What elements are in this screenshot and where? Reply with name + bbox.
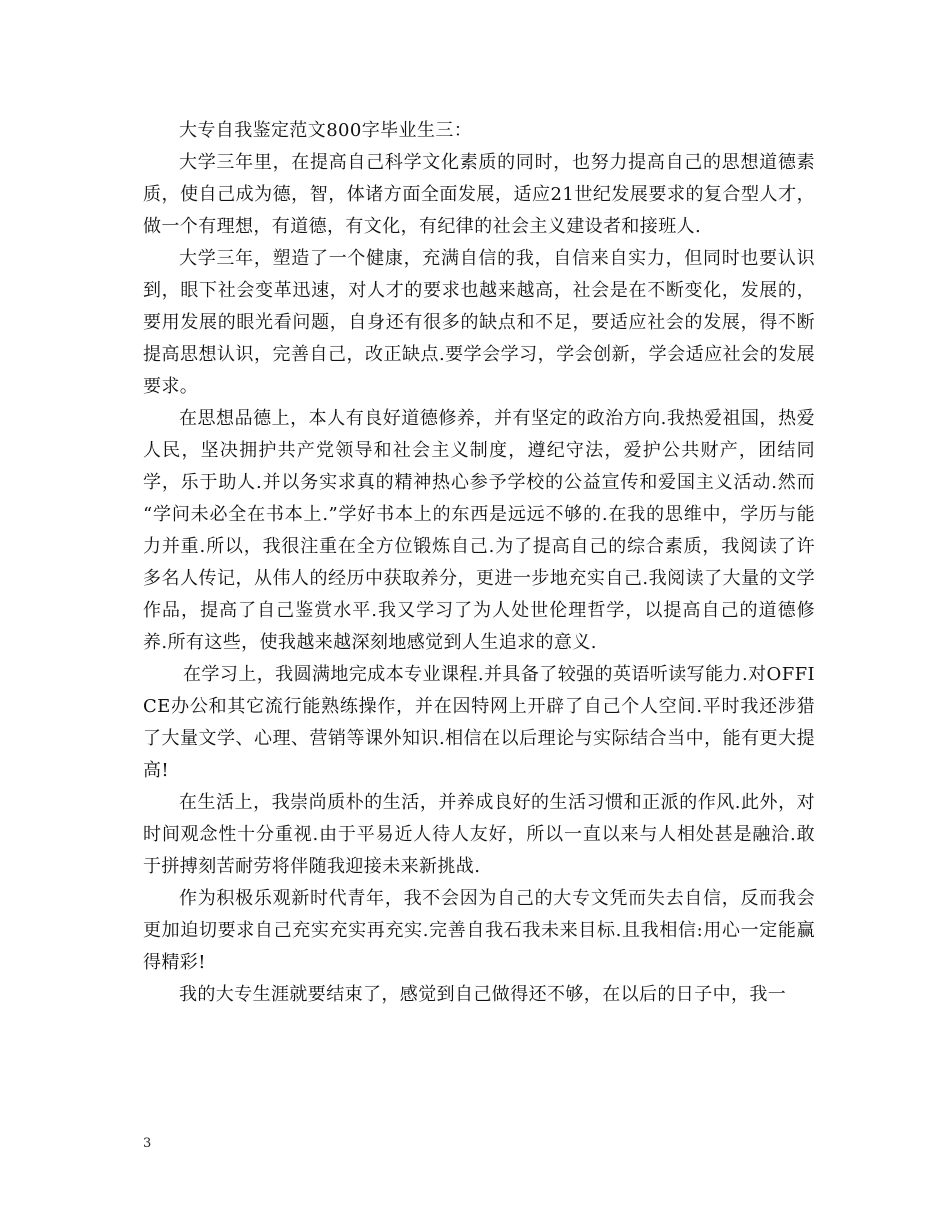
paragraph-6: 作为积极乐观新时代青年，我不会因为自己的大专文凭而失去自信，反而我会更加迫切要求自己充实充实再充实.完善自我石我未来目标.且我相信:用心一定能赢得精彩!: [143, 888, 815, 973]
paragraph-7: 我的大专生涯就要结束了，感觉到自己做得还不够，在以后的日子中，我一: [179, 984, 787, 1005]
document-title: 大专自我鉴定范文800字毕业生三：: [179, 120, 473, 141]
paragraph-2: 大学三年，塑造了一个健康，充满自信的我，自信来自实力，但同时也要认识到，眼下社会变革迅速，对人才的要求也越来越高，社会是在不断变化，发展的，要用发展的眼光看问题，自身还有很多的缺点和不足，要适应社会的发展，得不断提高思想认识，完善自己，改正缺点.要学会学习，学会创新，学会适应社会的发展要求。: [143, 248, 815, 397]
paragraph-1: 大学三年里，在提高自己科学文化素质的同时，也努力提高自己的思想道德素质，使自己成为德，智，体诸方面全面发展，适应21世纪发展要求的复合型人才，做一个有理想，有道德，有文化，有纪律的社会主义建设者和接班人.: [143, 152, 815, 237]
paragraph-3: 在思想品德上，本人有良好道德修养，并有坚定的政治方向.我热爱祖国，热爱人民，坚决拥护共产党领导和社会主义制度，遵纪守法，爱护公共财产，团结同学，乐于助人.并以务实求真的精神热心参予学校的公益宣传和爱国主义活动.然而 “学问未必全在书本上.”学好书本上的东西是远远不够的.在我的思维中，学历与能力并重.所以，我很注重在全方位锻炼自己.为了提高自己的综合素质，我阅读了许多名人传记，从伟人的经历中获取养分，更进一步地充实自己.我阅读了大量的文学作品，提高了自己鉴赏水平.我又学习了为人处世伦理哲学，以提高自己的道德修养.所有这些，使我越来越深刻地感觉到人生追求的意义.: [143, 408, 815, 653]
page-number: 3: [143, 1136, 152, 1151]
paragraph-5: 在生活上，我崇尚质朴的生活，并养成良好的生活习惯和正派的作风.此外，对时间观念性十分重视.由于平易近人待人友好，所以一直以来与人相处甚是融洽.敢于拼搏刻苦耐劳将伴随我迎接未来新挑战.: [143, 792, 815, 877]
paragraph-4: 在学习上，我圆满地完成本专业课程.并具备了较强的英语听读写能力.对OFFICE办公和其它流行能熟练操作，并在因特网上开辟了自己个人空间.平时我还涉猎了大量文学、心理、营销等课外知识.相信在以后理论与实际结合当中，能有更大提高!: [143, 664, 815, 781]
document-body: [143, 115, 815, 1011]
